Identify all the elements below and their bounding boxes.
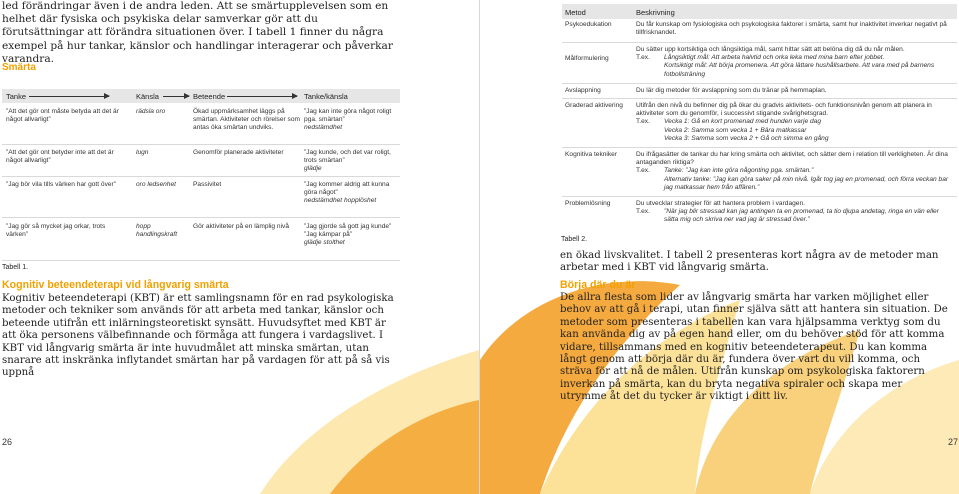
example-text: ”När jag blir stressad kan jag antingen ta en promenad, ta tio djupa andetag, ringa en vän eller sätta mig och skriva ner vad jag är stressad över.” <box>664 208 939 224</box>
table-row <box>562 46 957 84</box>
cell-beskrivning: Du får kunskap om fysiologiska och psykologiska faktorer i smärta, samt hur inaktivitet inverkar negativt på tillfrisknandet. <box>636 21 947 37</box>
cell-metod: Psykoedukation <box>565 21 612 28</box>
cell-desc: Du utvecklar strategier för att hantera problem i vardagen. <box>636 200 805 207</box>
cell-tanke: ”Jag bör vila tills värken har gott över” <box>6 181 116 188</box>
example-prefix: T.ex. <box>636 167 650 175</box>
table2-header <box>562 4 957 19</box>
example-text: Tanke: ”Jag kan inte göra någonting pga. smärtan.” <box>664 167 814 175</box>
table1-header-tanke-kansla: Tanke/känsla <box>304 92 348 101</box>
cell-beskrivning <box>636 200 954 225</box>
cell-desc: Utifrån den nivå du befinner dig på ökar du gradvis aktivitets- och funktionsnivån genom att planera in aktiviteter som du genomför, i successivt stigande svårighetsgrad. <box>636 102 932 118</box>
table1-caption: Tabell 1. <box>2 264 29 271</box>
cell-kansla: oro ledsenhet <box>136 181 176 188</box>
page-number: 27 <box>948 437 959 447</box>
table-row <box>2 223 400 261</box>
arrow-icon <box>163 96 189 97</box>
example-line <box>636 208 954 224</box>
table-row <box>562 102 957 148</box>
table-row <box>2 108 400 145</box>
cell-kansla: rädsla oro <box>136 108 166 115</box>
cell-feeling: glädje stolthet <box>304 239 345 247</box>
example-line: Alternativ tanke: ”Jag kan göra saker på min nivå. Igår tog jag en promenad, och förra veckan bar jag matkassar hem från affären.” <box>664 175 949 191</box>
right-page <box>480 0 959 494</box>
example-text: Långsiktigt mål: Att arbeta halvtid och orka leka med mina barn efter jobbet. <box>664 54 885 62</box>
cell-feeling: glädje <box>304 165 322 173</box>
cell-metod: Problemlösning <box>565 200 611 207</box>
cell-metod: Kognitiva tekniker <box>565 151 618 158</box>
cell-beskrivning <box>636 46 954 79</box>
table-row <box>562 151 957 197</box>
example-line: Vecka 2: Samma som vecka 1 + Bära matkassar <box>664 126 807 134</box>
left-page <box>0 0 479 494</box>
cell-tanke-kansla <box>304 181 400 206</box>
arrow-icon <box>29 96 109 97</box>
example-text: Vecka 1: Gå en kort promenad med hunden varje dag <box>664 118 822 126</box>
cell-kansla: hopp handlingskraft <box>136 223 178 239</box>
table-row <box>562 87 957 99</box>
cell-quote: ”Jag kunde, och det var roligt, trots smärtan” <box>304 149 391 165</box>
heading-kbt: Kognitiv beteendeterapi vid långvarig smärta <box>2 279 229 291</box>
example-line <box>636 167 954 175</box>
example-line: Kortsiktigt mål: Att börja promenera. Att göra lättare hushållsarbete. Att vara med på barnens fotbollsträning <box>664 62 935 78</box>
cell-tanke: ”Att det gör ont måste betyda att det är något allvarligt” <box>6 108 119 124</box>
cell-beskrivning <box>636 151 954 192</box>
table-row <box>2 181 400 218</box>
cell-quote: ”Jag gjorde så gott jag kunde” ”Jag kämpar på” <box>304 223 392 239</box>
cell-feeling: nedstämdhet <box>304 124 343 132</box>
cell-metod: Graderad aktivering <box>565 102 623 109</box>
table1-header-beteende: Beteende <box>193 92 226 101</box>
cell-kansla: lugn <box>136 149 149 156</box>
kbt-paragraph: Kognitiv beteendeterapi (KBT) är ett samlingsnamn för en rad psykologiska metoder och tekniker som används för att arbeta med tankar, känslor och beteende utifrån ett inlärningsteoretiskt synsätt. Huvudsyftet med KBT är att öka personens välbefinnande och förmåga att fungera i vardagslivet. I KBT vid långvarig smärta är inte huvudmålet att minska smärtan, utan snarare att inskränka inflytandet smärtan har på vardagen för att på så vis uppnå <box>2 293 394 379</box>
right-paragraph-1: en ökad livskvalitet. I tabell 2 presenteras kort några av de metoder man arbetar med i KBT vid långvarig smärta. <box>560 250 939 274</box>
cell-tanke-kansla <box>304 149 400 174</box>
table2-header-beskrivning: Beskrivning <box>636 8 675 17</box>
table-row <box>2 149 400 177</box>
cell-metod: Målformulering <box>565 55 609 62</box>
table-row <box>562 21 957 43</box>
cell-tanke-kansla <box>304 108 400 133</box>
example-prefix: T.ex. <box>636 54 650 62</box>
example-line: Vecka 3: Samma som vecka 2 + Gå och simma en gång <box>664 134 829 142</box>
table2-caption: Tabell 2. <box>561 236 588 243</box>
intro-paragraph: led förändringar även i de andra leden. Att se smärtupplevelsen som en helhet där fysiska och psykiska delar samverkar gör att du förutsättningar att förändra situationen över. I tabell 1 finner du några exempel på hur tankar, känslor och handlingar interagerar och påverkar varandra. <box>2 0 393 65</box>
example-prefix: T.ex. <box>636 208 650 216</box>
table2-header-metod: Metod <box>565 8 586 17</box>
cell-desc: Du sätter upp kortsiktiga och långsiktiga mål, samt hittar sätt att belöna dig då du når målen. <box>636 46 905 53</box>
cell-desc: Du ifrågasätter de tankar du har kring smärta och aktivitet, och sätter dem i relation till verkligheten. Är dina antaganden riktiga? <box>636 151 948 167</box>
table1-header-tanke: Tanke <box>6 92 27 101</box>
table1-header <box>2 89 400 103</box>
cell-metod: Avslappning <box>565 87 601 94</box>
page-number: 26 <box>2 437 13 447</box>
heading-smarta: Smärta <box>2 62 36 73</box>
cell-quote: ”Jag kan inte göra något roligt pga. smärtan” <box>304 108 392 124</box>
cell-quote: ”Jag kommer aldrig att kunna göra något” <box>304 181 390 197</box>
cell-tanke: ”Jag gör så mycket jag orkar, trots värken” <box>6 223 106 239</box>
cell-beskrivning: Du lär dig metoder för avslappning som du tränar på hemmaplan. <box>636 87 827 94</box>
cell-beteende: Genomför planerade aktiviteter <box>193 149 284 156</box>
cell-tanke: ”Att det gör ont betyder inte att det är något allvarligt” <box>6 149 114 165</box>
cell-beteende: Gör aktiviteter på en lämplig nivå <box>193 223 290 230</box>
example-line <box>636 54 954 62</box>
table1-header-kansla: Känsla <box>136 92 159 101</box>
cell-tanke-kansla <box>304 223 400 248</box>
arrow-icon <box>227 96 297 97</box>
table-row <box>562 200 957 232</box>
heading-borja: Börja där du är <box>560 279 636 291</box>
example-line <box>636 118 954 126</box>
cell-beskrivning <box>636 102 954 143</box>
cell-feeling: nedstämdhet hopplöshet <box>304 197 377 205</box>
cell-beteende: Ökad uppmärksamhet läggs på smärtan. Aktiviteter och rörelser som antas öka smärtan undviks. <box>193 108 300 132</box>
right-paragraph-2: De allra flesta som lider av långvarig smärta har varken möjlighet eller behov av att gå i terapi, utan finner själva sätt att hantera sin situation. De metoder som presenteras i tabellen kan vara hjälpsamma verktyg som du kan använda dig av på egen hand eller, om du behöver stöd för att komma vidare, tillsammans med en kognitiv beteendeterapeut. Du kan komma långt genom att börja där du är, fundera över vart du vill komma, och sträva för att nå de målen. Utifrån kunskap om psykologiska faktorern inverkan på smärta, kan du bryta negativa spiraler och skapa mer utrymme åt det du tycker är viktigt i ditt liv. <box>560 292 948 403</box>
example-prefix: T.ex. <box>636 118 650 126</box>
cell-beteende: Passivitet <box>193 181 222 188</box>
